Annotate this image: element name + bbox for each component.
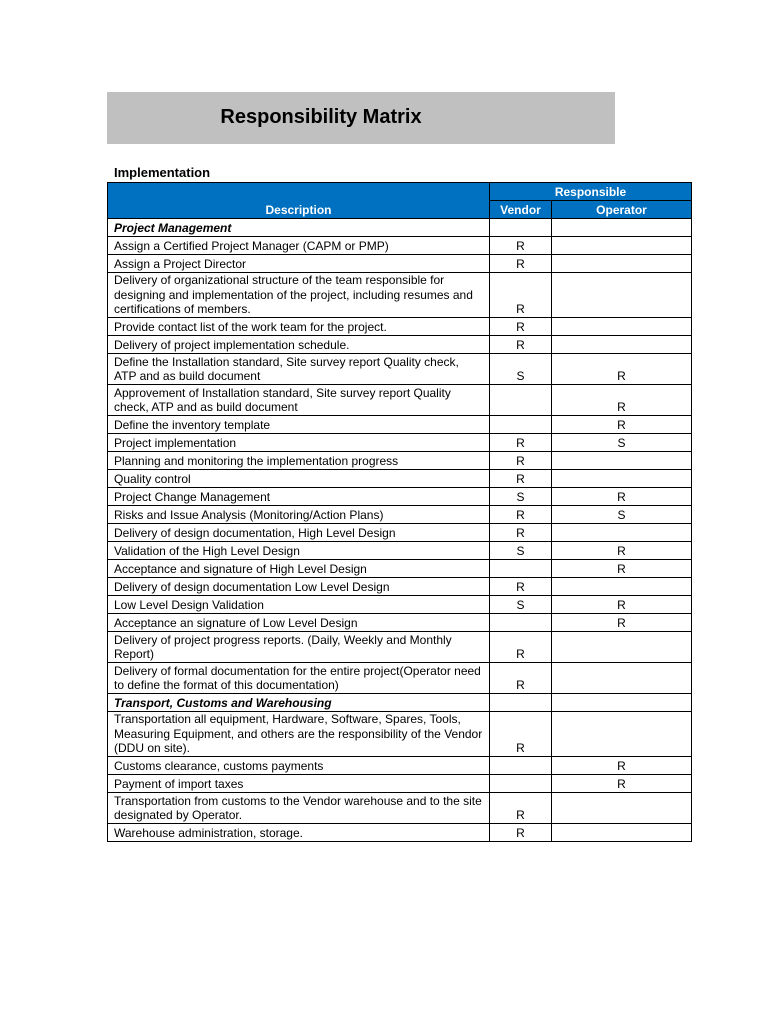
vendor-cell: R <box>490 578 552 596</box>
description-cell: Validation of the High Level Design <box>108 542 490 560</box>
table-row <box>108 452 692 470</box>
title-bar <box>107 92 615 144</box>
operator-cell <box>552 219 692 237</box>
table-row <box>108 470 692 488</box>
vendor-cell: R <box>490 434 552 452</box>
table-row <box>108 385 692 416</box>
operator-cell: R <box>552 757 692 775</box>
description-cell: Quality control <box>108 470 490 488</box>
vendor-cell: R <box>490 336 552 354</box>
page-title: Responsibility Matrix <box>220 106 422 128</box>
description-cell: Planning and monitoring the implementation progress <box>108 452 490 470</box>
description-cell: Customs clearance, customs payments <box>108 757 490 775</box>
table-row <box>108 336 692 354</box>
table-row <box>108 416 692 434</box>
description-cell: Assign a Project Director <box>108 255 490 273</box>
operator-cell <box>552 318 692 336</box>
vendor-cell: R <box>490 663 552 694</box>
description-cell: Assign a Certified Project Manager (CAPM or PMP) <box>108 237 490 255</box>
operator-cell: S <box>552 434 692 452</box>
operator-cell <box>552 255 692 273</box>
vendor-cell: S <box>490 542 552 560</box>
description-header: Description <box>108 183 490 219</box>
operator-cell <box>552 712 692 757</box>
description-cell: Delivery of project progress reports. (Daily, Weekly and Monthly Report) <box>108 632 490 663</box>
operator-cell: R <box>552 416 692 434</box>
table-row <box>108 273 692 318</box>
vendor-cell: S <box>490 354 552 385</box>
table-body <box>108 219 692 842</box>
vendor-cell: R <box>490 793 552 824</box>
table-row <box>108 560 692 578</box>
operator-cell <box>552 793 692 824</box>
table-row <box>108 712 692 757</box>
operator-cell <box>552 663 692 694</box>
vendor-cell <box>490 694 552 712</box>
operator-cell <box>552 694 692 712</box>
vendor-cell: S <box>490 488 552 506</box>
table-row <box>108 824 692 842</box>
operator-cell <box>552 452 692 470</box>
description-cell: Low Level Design Validation <box>108 596 490 614</box>
operator-cell: R <box>552 354 692 385</box>
table-row <box>108 614 692 632</box>
vendor-cell: R <box>490 712 552 757</box>
vendor-cell: R <box>490 318 552 336</box>
operator-cell <box>552 632 692 663</box>
operator-cell: R <box>552 542 692 560</box>
description-cell: Delivery of design documentation, High Level Design <box>108 524 490 542</box>
operator-cell: R <box>552 385 692 416</box>
operator-header: Operator <box>552 201 692 219</box>
section-row <box>108 219 692 237</box>
vendor-cell <box>490 614 552 632</box>
vendor-cell <box>490 560 552 578</box>
operator-cell: R <box>552 560 692 578</box>
vendor-cell: R <box>490 524 552 542</box>
operator-cell: R <box>552 488 692 506</box>
responsibility-table <box>107 182 692 842</box>
description-cell: Delivery of project implementation schedule. <box>108 336 490 354</box>
operator-cell <box>552 336 692 354</box>
header-row-top <box>108 183 692 201</box>
description-cell: Delivery of organizational structure of the team responsible for designing and implementation of the project, including resumes and certifications of members. <box>108 273 490 318</box>
description-cell: Transportation all equipment, Hardware, Software, Spares, Tools, Measuring Equipment, and others are the responsibility of the Vendor (DDU on site). <box>108 712 490 757</box>
operator-cell <box>552 578 692 596</box>
vendor-cell: S <box>490 596 552 614</box>
section-label: Implementation <box>114 165 211 180</box>
table-row <box>108 596 692 614</box>
responsible-header: Responsible <box>490 183 692 201</box>
vendor-cell: R <box>490 273 552 318</box>
description-cell: Acceptance and signature of High Level Design <box>108 560 490 578</box>
description-cell: Define the inventory template <box>108 416 490 434</box>
table-row <box>108 488 692 506</box>
description-cell: Risks and Issue Analysis (Monitoring/Action Plans) <box>108 506 490 524</box>
description-cell: Delivery of formal documentation for the entire project(Operator need to define the format of this documentation) <box>108 663 490 694</box>
table-row <box>108 632 692 663</box>
table-row <box>108 542 692 560</box>
table-row <box>108 524 692 542</box>
operator-cell <box>552 237 692 255</box>
description-cell: Acceptance an signature of Low Level Design <box>108 614 490 632</box>
table-row <box>108 775 692 793</box>
section-row <box>108 694 692 712</box>
table-row <box>108 255 692 273</box>
vendor-cell <box>490 416 552 434</box>
section-title-cell: Project Management <box>108 219 490 237</box>
table-row <box>108 757 692 775</box>
description-cell: Project implementation <box>108 434 490 452</box>
table-row <box>108 237 692 255</box>
vendor-cell: R <box>490 632 552 663</box>
description-cell: Warehouse administration, storage. <box>108 824 490 842</box>
vendor-cell: R <box>490 506 552 524</box>
vendor-cell: R <box>490 255 552 273</box>
vendor-cell: R <box>490 452 552 470</box>
description-cell: Provide contact list of the work team for the project. <box>108 318 490 336</box>
table-row <box>108 578 692 596</box>
description-cell: Payment of import taxes <box>108 775 490 793</box>
operator-cell <box>552 524 692 542</box>
table-row <box>108 318 692 336</box>
vendor-cell: R <box>490 824 552 842</box>
operator-cell: R <box>552 775 692 793</box>
operator-cell: R <box>552 596 692 614</box>
operator-cell <box>552 470 692 488</box>
description-cell: Transportation from customs to the Vendor warehouse and to the site designated by Operator. <box>108 793 490 824</box>
operator-cell <box>552 824 692 842</box>
table-row <box>108 793 692 824</box>
description-cell: Define the Installation standard, Site survey report Quality check, ATP and as build document <box>108 354 490 385</box>
vendor-cell <box>490 219 552 237</box>
table-row <box>108 354 692 385</box>
table-row <box>108 663 692 694</box>
operator-cell: R <box>552 614 692 632</box>
table-row <box>108 506 692 524</box>
description-cell: Approvement of Installation standard, Site survey report Quality check, ATP and as build document <box>108 385 490 416</box>
section-title-cell: Transport, Customs and Warehousing <box>108 694 490 712</box>
vendor-cell: R <box>490 470 552 488</box>
description-cell: Project Change Management <box>108 488 490 506</box>
vendor-header: Vendor <box>490 201 552 219</box>
vendor-cell <box>490 385 552 416</box>
operator-cell: S <box>552 506 692 524</box>
vendor-cell: R <box>490 237 552 255</box>
table-row <box>108 434 692 452</box>
vendor-cell <box>490 775 552 793</box>
operator-cell <box>552 273 692 318</box>
description-cell: Delivery of design documentation Low Level Design <box>108 578 490 596</box>
vendor-cell <box>490 757 552 775</box>
